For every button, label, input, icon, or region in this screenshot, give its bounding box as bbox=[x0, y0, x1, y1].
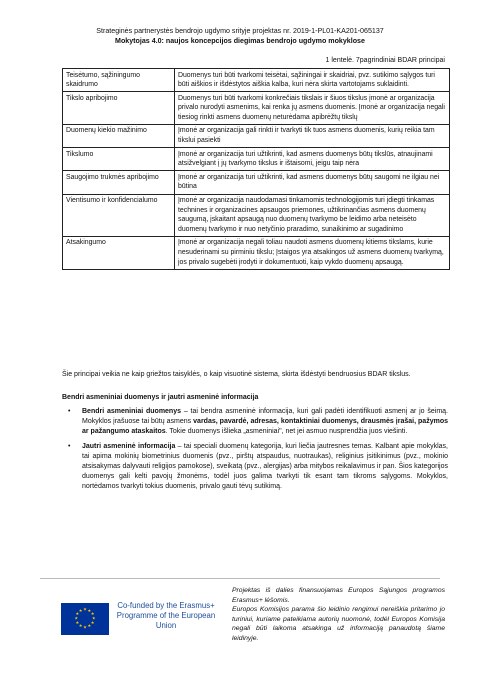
principle-description: Įmonė ar organizacija turi užtikrinti, kad asmens duomenys būtų saugomi ne ilgiau nei būtina bbox=[175, 171, 450, 194]
bullet-term: Jautri asmeninė informacija bbox=[82, 443, 176, 451]
principle-name: Duomenų kiekio mažinimo bbox=[63, 124, 175, 147]
data-types-list bbox=[62, 407, 448, 497]
table-row bbox=[63, 171, 450, 194]
erasmus-logo bbox=[60, 598, 216, 638]
bullet-bold-text: vardas, pavardė, adresas, kontaktiniai duomenys, drausmės įrašai, pažymos ar pažangumo ataskaitos bbox=[82, 417, 448, 435]
principle-name: Teisėtumo, sąžiningumo skaidrumo bbox=[63, 69, 175, 92]
table-row bbox=[63, 69, 450, 92]
svg-text:★: ★ bbox=[87, 623, 92, 629]
principle-name: Vientisumo ir konfidencialumo bbox=[63, 194, 175, 236]
principle-description: Duomenys turi būti tvarkomi teisėtai, sąžiningai ir skaidriai, pvz. sutikimo sąlygos turi būti aiškios ir išdėstytos aiškia kalba, kuri nėra skirta vartotojams suklaidinti. bbox=[175, 69, 450, 92]
bullet-text: – tai speciali duomenų kategorija, kuri liečia jautresnes temas. Kalbant apie mokyklas, tai apima mokinių biometrinius duomenis (pvz., pirštų atspaudus, nuotraukas), religinius įsitikinimus (pvz., mokinio atsisakymas dalyvauti religijos pamokose), sveikatą (pvz., alergijas) arba mitybos reikalavimus ir pan. Šios kategorijos duomenys gali kelti pavojų žmonėms, todėl juos galima tvarkyti tik esant tam tikroms sąlygoms. Mokyklos, nortėdamos tvarkyti tokius duomenis, privalo gauti tėvų sutikimą. bbox=[82, 443, 448, 490]
table-row bbox=[63, 148, 450, 171]
svg-text:★: ★ bbox=[75, 611, 80, 617]
list-item bbox=[62, 407, 448, 436]
bullet-text: . Tokie duomenys išliekа „asmeniniai", net jei asmuo nusprendžia juos viešinti. bbox=[165, 427, 408, 435]
principle-name: Atsakingumo bbox=[63, 236, 175, 269]
principle-name: Saugojimo trukmės apribojimo bbox=[63, 171, 175, 194]
footer-divider bbox=[40, 578, 440, 579]
bullet-term: Bendri asmeniniai duomenys bbox=[82, 408, 181, 415]
project-header-line: Strateginės partnerystės bendrojo ugdymo srityje projektas nr. 2019-1-PL01-KA201-065137 bbox=[96, 27, 384, 35]
svg-text:★: ★ bbox=[75, 619, 80, 625]
principle-name: Tikslo apribojimo bbox=[63, 92, 175, 125]
svg-text:★: ★ bbox=[90, 619, 95, 625]
svg-text:★: ★ bbox=[87, 607, 92, 613]
principle-description: Įmonė ar organizacija negali toliau naudoti asmens duomenų kitiems tikslams, kurie nesuderinami su pirminiu tikslu; Įstaigos yra atsakingos už asmens duomenų tvarkymą, jos privalo sugebėti įrodyti ir dokumentuoti, kaip vykdo duomenų apsaugą. bbox=[175, 236, 450, 269]
table-row bbox=[63, 124, 450, 147]
svg-text:★: ★ bbox=[91, 615, 96, 621]
svg-text:★: ★ bbox=[74, 615, 79, 621]
gdpr-principles-table bbox=[62, 68, 450, 270]
principles-summary-paragraph: Šie principai veikia ne kaip griežtos taisyklės, o kaip visuotinė sistema, skirta išdėstyti bendruosius BDAR tikslus. bbox=[62, 371, 411, 378]
disclaimer-text: Europos Komisijos parama šio leidinio rengimui nereiškia pritarimo jo turiniui, kuriame pateikiama autorių nuomonė, todėl Europos Komisija negali būti laikoma atsakinga už informaciją panaudotą šiame leidinyje. bbox=[232, 606, 445, 642]
svg-text:★: ★ bbox=[78, 607, 83, 613]
bullet-icon: • bbox=[68, 443, 71, 451]
principle-description: Įmonė ar organizacija gali rinkti ir tvarkyti tik tuos asmens duomenis, kurių reikia tam tikslui pasiekti bbox=[175, 124, 450, 147]
principle-description: Duomenys turi būti tvarkomi konkrečiais tikslais ir šiuos tikslus įmonė ar organizacija privalo nurodyti asmenims, kai renka jų asmens duomenis. Įmonė ar organizacija negali tiesiog rinkti asmens duomenų neturėdama apibrėžtų tikslų bbox=[175, 92, 450, 125]
table-row bbox=[63, 92, 450, 125]
funding-disclaimer bbox=[232, 586, 445, 643]
svg-text:★: ★ bbox=[90, 611, 95, 617]
table-caption: 1 lentelė. 7pagrindiniai BDAR principai bbox=[325, 57, 445, 64]
principle-name: Tikslumo bbox=[63, 148, 175, 171]
table-row bbox=[63, 194, 450, 236]
eu-flag-icon bbox=[60, 603, 110, 635]
bullet-icon: • bbox=[68, 408, 71, 415]
svg-text:★: ★ bbox=[78, 623, 83, 629]
bullet-text: – tai bendra asmeninė informacija, kuri gali padėti identifikuoti asmenį ar jo šeimą. Mokyklos įrašuose tai būtų asmens bbox=[82, 408, 448, 425]
project-title: Mokytojas 4.0: naujos koncepcijos diegimas bendrojo ugdymo mokyklose bbox=[115, 36, 365, 45]
svg-text:★: ★ bbox=[83, 624, 87, 630]
principle-description: Įmonė ar organizacija naudodamasi tinkamomis technologijomis turi įdiegti tinkamas technines ir organizacines apsaugos priemones, užtikrinančias asmens duomenų saugumą, įskaitant apsaugą nuo duomenų tvarkymo be leidimo arba neteisėto duomenų tvarkymo ir nuo netyčinio praradimo, sunaikinimo ar sugadinimo bbox=[175, 194, 450, 236]
section-heading: Bendri asmeniniai duomenys ir jautri asmeninė informacija bbox=[62, 394, 259, 401]
svg-text:★: ★ bbox=[83, 606, 87, 612]
table-row bbox=[63, 236, 450, 269]
principle-description: Įmonė ar organizacija turi užtikrinti, kad asmens duomenys būtų tikslūs, atnaujinami atsižvelgiant į jų tvarkymo tikslus ir ištaisomi, jeigu taip nėra bbox=[175, 148, 450, 171]
co-funded-text: Co-funded by the Erasmus+ Programme of the European Union bbox=[116, 601, 216, 630]
list-item bbox=[62, 442, 448, 491]
disclaimer-line: Projektas iš dalies finansuojamas Europos Sąjungos programos Erasmus+ lėšomis. bbox=[232, 587, 445, 604]
